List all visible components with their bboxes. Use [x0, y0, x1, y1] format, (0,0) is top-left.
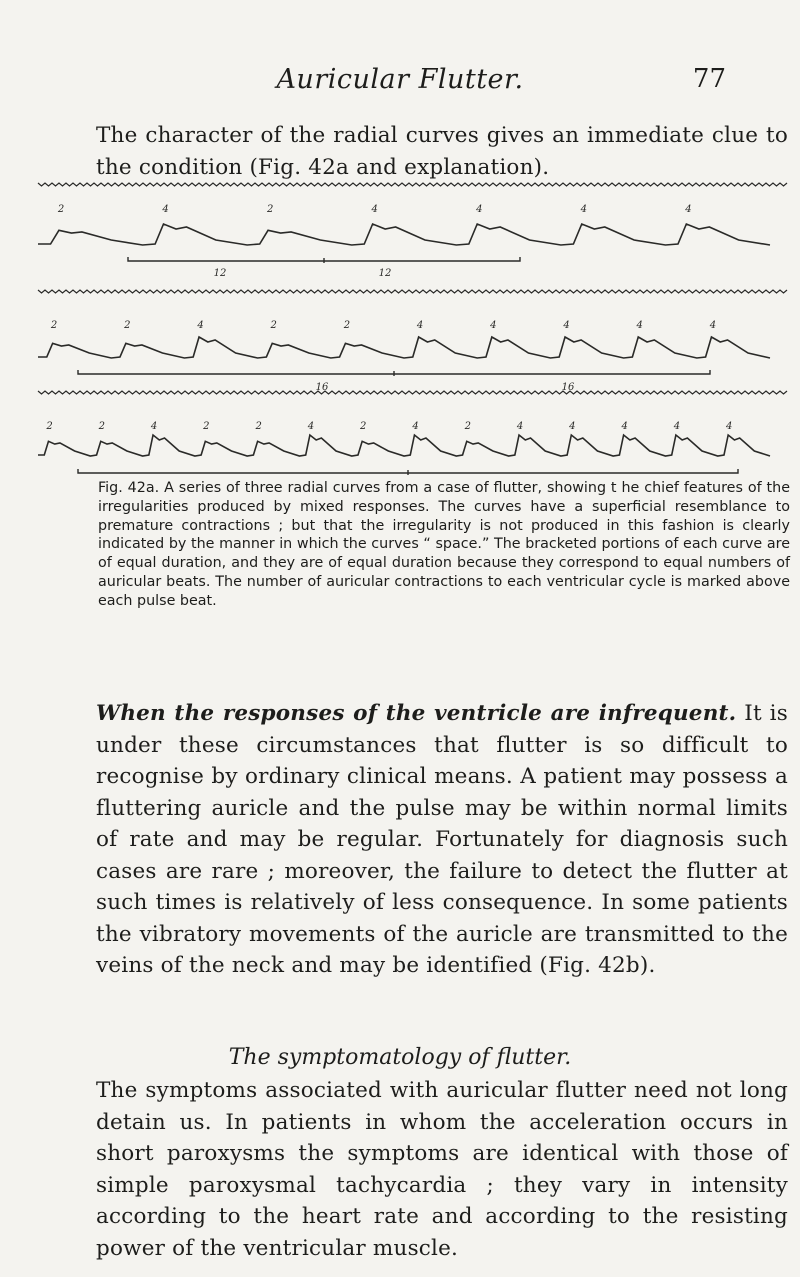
page-number: 77 — [692, 64, 726, 94]
section-ventricle-responses — [96, 698, 788, 982]
bracket-label: 16 — [315, 382, 329, 393]
intro-paragraph — [96, 120, 788, 183]
pulse-curve — [38, 337, 770, 358]
pulse-curve — [38, 435, 770, 456]
beat-count-mark: 2 — [50, 320, 58, 331]
intro-text: The character of the radial curves gives an immediate clue to the condition (Fig. 42a and explanation). — [96, 123, 788, 180]
beat-count-mark: 4 — [416, 320, 424, 331]
radial-curve-strip — [38, 183, 787, 279]
beat-count-mark: 2 — [46, 421, 53, 432]
caption-text: A series of three radial curves from a case of flutter, showing t he chief features of the irregularities produced by mixed responses. The curves have a superficial resemblance to premature contractions ; but that the irregularity is not produced in this fashion is clearly indicated by the manner in which the curves “ space.” The bracketed portions of each curve are of equal duration, and they are of equal duration because they correspond to equal numbers of auricular beats. The number of auricular contractions to each ventricular cycle is marked above each pulse beat. — [98, 480, 790, 609]
running-title: Auricular Flutter. — [276, 64, 524, 95]
beat-count-mark: 4 — [490, 320, 497, 331]
beat-count-mark: 4 — [580, 204, 588, 215]
beat-count-mark: 2 — [57, 204, 65, 215]
beat-count-mark: 4 — [636, 320, 643, 331]
beat-count-mark: 4 — [412, 421, 419, 432]
beat-count-mark: 2 — [255, 421, 262, 432]
time-marker-line — [38, 391, 787, 394]
radial-curve-strip — [38, 391, 787, 478]
beat-count-mark: 4 — [150, 421, 158, 432]
beat-count-mark: 2 — [343, 320, 351, 331]
beat-count-mark: 4 — [197, 320, 204, 331]
section1-heading: When the responses of the ventricle are infrequent. — [96, 701, 737, 726]
beat-count-mark: 4 — [563, 320, 570, 331]
section1-text: It is under these circumstances that flutter is so difficult to recognise by ordinary clinical means. A patient may possess a fluttering auricle and the pulse may be within normal limits of rate and may be regular. Fortunately for diagnosis such cases are rare ; moreover, the failure to detect the flutter at such times is relatively of less consequence. In some patients the vibratory movements of the auricle are transmitted to the veins of the neck and may be identified (Fig. 42b). — [96, 701, 788, 978]
beat-count-mark: 2 — [203, 421, 210, 432]
figure-caption — [98, 479, 790, 611]
beat-count-mark: 4 — [685, 204, 692, 215]
caption-label: Fig. 42a. — [98, 480, 160, 496]
pulse-curve — [38, 224, 770, 245]
beat-count-mark: 4 — [476, 204, 483, 215]
duration-bracket — [78, 370, 710, 376]
beat-count-mark: 4 — [709, 320, 717, 331]
figure-42a — [30, 178, 790, 478]
beat-count-mark: 4 — [673, 421, 681, 432]
beat-count-mark: 2 — [124, 320, 131, 331]
beat-count-mark: 4 — [162, 204, 169, 215]
bracket-label: 12 — [213, 268, 227, 279]
beat-count-mark: 4 — [569, 421, 576, 432]
radial-curves-figure — [30, 178, 790, 478]
bracket-label: 12 — [378, 268, 392, 279]
section2-text: The symptoms associated with auricular flutter need not long detain us. In patients in whom the acceleration occurs in short paroxysms the symptoms are identical with those of simple paroxysmal tachycardia ; they vary in intensity according to the heart rate and according to the resisting power of the ventricular muscle. — [96, 1078, 788, 1261]
duration-bracket — [128, 257, 520, 263]
duration-bracket — [78, 469, 738, 475]
beat-count-mark: 2 — [266, 204, 274, 215]
section1-paragraph — [96, 698, 788, 982]
radial-curve-strip — [38, 290, 787, 393]
beat-count-mark: 2 — [270, 320, 277, 331]
section-symptomatology — [96, 1075, 788, 1264]
beat-count-mark: 2 — [98, 421, 105, 432]
section2-heading: The symptomatology of flutter. — [228, 1045, 572, 1070]
beat-count-mark: 2 — [464, 421, 471, 432]
beat-count-mark: 4 — [621, 421, 628, 432]
caption-paragraph — [98, 479, 790, 611]
time-marker-line — [38, 290, 787, 293]
bracket-label: 16 — [561, 382, 575, 393]
beat-count-mark: 4 — [307, 421, 315, 432]
beat-count-mark: 4 — [726, 421, 733, 432]
beat-count-mark: 4 — [371, 204, 378, 215]
running-head — [0, 64, 800, 104]
time-marker-line — [38, 183, 787, 186]
beat-count-mark: 2 — [360, 421, 367, 432]
beat-count-mark: 4 — [516, 421, 524, 432]
